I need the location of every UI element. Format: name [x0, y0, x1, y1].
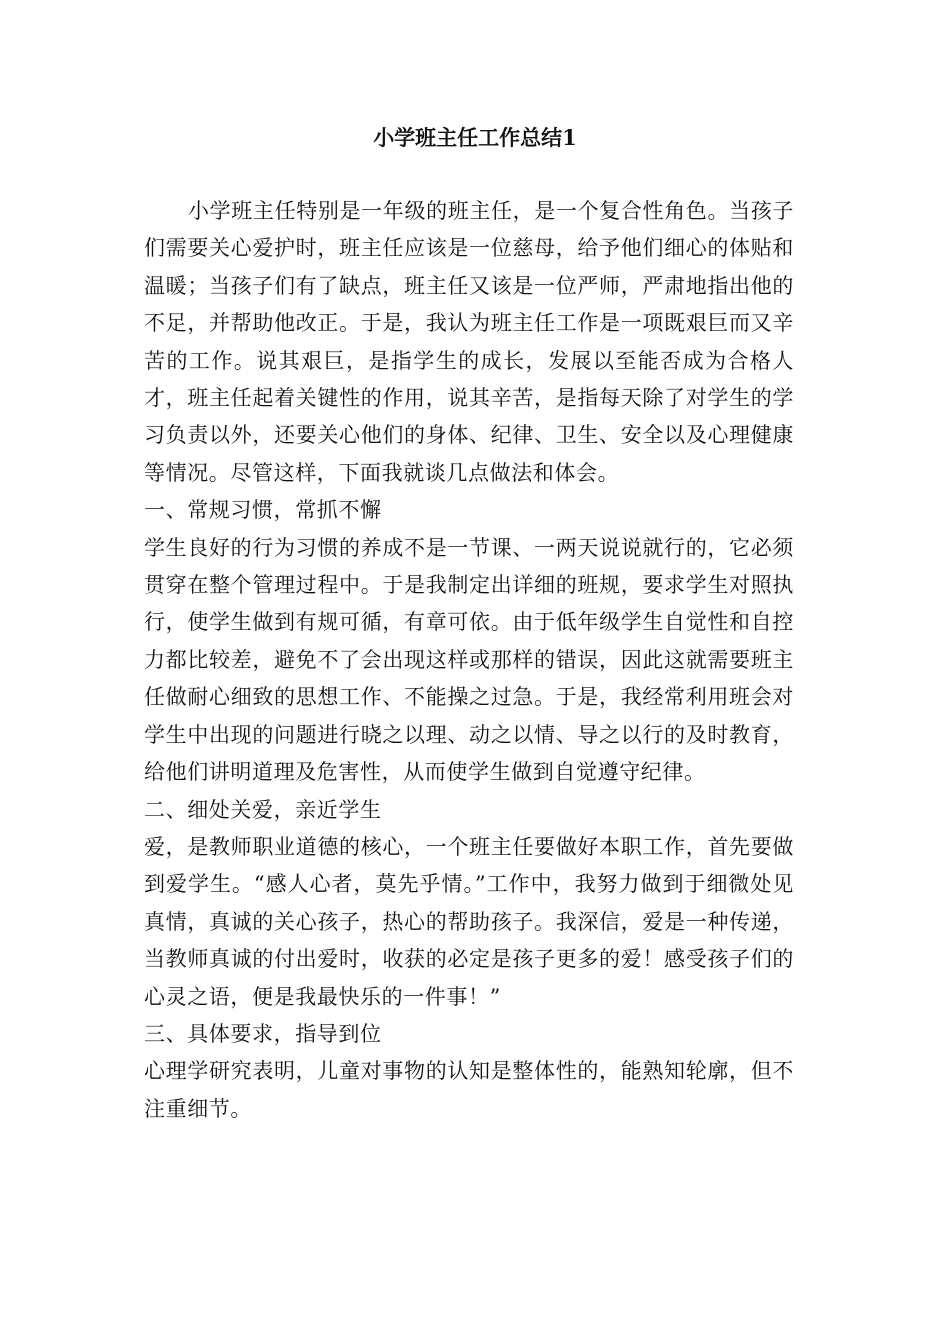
section-heading-3: 三、具体要求，指导到位 [144, 1021, 382, 1046]
intro-paragraph: 小学班主任特别是一年级的班主任，是一个复合性角色。当孩子们需要关心爱护时，班主任应该是一位慈母，给予他们细心的体贴和温暖；当孩子们有了缺点，班主任又该是一位严师，严肃地指出他的不足，并帮助他改正。于是，我认为班主任工作是一项既艰巨而又辛苦的工作。说其艰巨，是指学生的成长，发展以至能否成为合格人才，班主任起着关键性的作用，说其辛苦，是指每天除了对学生的学习负责以外，还要关心他们的身体、纪律、卫生、安全以及心理健康等情况。尽管这样，下面我就谈几点做法和体会。 [144, 199, 794, 485]
section-paragraph-2: 爱，是教师职业道德的核心，一个班主任要做好本职工作，首先要做到爱学生。“感人心者，莫先乎情。”工作中，我努力做到于细微处见真情，真诚的关心孩子，热心的帮助孩子。我深信，爱是一种传递，当教师真诚的付出爱时，收获的必定是孩子更多的爱！感受孩子们的心灵之语，便是我最快乐的一件事！” [144, 834, 794, 1009]
document-body [144, 193, 794, 1128]
section-heading-2: 二、细处关爱，亲近学生 [144, 797, 382, 822]
section-heading-1: 一、常规习惯，常抓不懈 [144, 498, 382, 523]
section-paragraph-3: 心理学研究表明，儿童对事物的认知是整体性的，能熟知轮廓，但不注重细节。 [144, 1059, 794, 1121]
document-title: 小学班主任工作总结1 [373, 125, 577, 150]
section-paragraph-1: 学生良好的行为习惯的养成不是一节课、一两天说说就行的，它必须贯穿在整个管理过程中。于是我制定出详细的班规，要求学生对照执行，使学生做到有规可循，有章可依。由于低年级学生自觉性和自控力都比较差，避免不了会出现这样或那样的错误，因此这就需要班主任做耐心细致的思想工作、不能操之过急。于是，我经常利用班会对学生中出现的问题进行晓之以理、动之以情、导之以行的及时教育，给他们讲明道理及危害性，从而使学生做到自觉遵守纪律。 [144, 535, 794, 785]
